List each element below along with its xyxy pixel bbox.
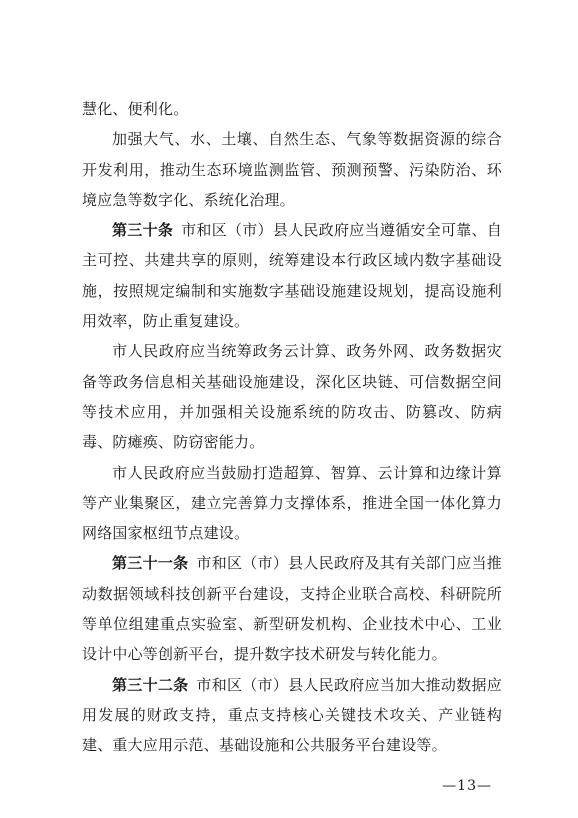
paragraph-text: 市和区（市）县人民政府应当遵循安全可靠、自主可控、共建共享的原则，统筹建设本行政区域内数字基础设施，按照规定编制和实施数字基础设施建设规划，提高设施利用效率，防止重复建设。 bbox=[82, 221, 502, 331]
paragraph-continuation bbox=[82, 94, 502, 124]
article-30 bbox=[82, 215, 502, 336]
paragraph-computing-power bbox=[82, 458, 502, 549]
paragraph-text: 市人民政府应当统筹政务云计算、政务外网、政务数据灾备等政务信息相关基础设施建设，深化区块链、可信数据空间等技术应用，并加强相关设施系统的防攻击、防篡改、防病毒、防瘫痪、防窃密能力。 bbox=[82, 342, 502, 452]
article-heading: 第三十一条 bbox=[112, 554, 189, 573]
paragraph-government-infrastructure bbox=[82, 336, 502, 457]
body-text bbox=[82, 94, 502, 761]
page-number: —13— bbox=[442, 778, 492, 794]
paragraph-text: 市和区（市）县人民政府应当加大推动数据应用发展的财政支持，重点支持核心关键技术攻关、产业链构建、重大应用示范、基础设施和公共服务平台建设等。 bbox=[82, 675, 502, 755]
paragraph-text: 慧化、便利化。 bbox=[82, 100, 189, 118]
paragraph-text: 市人民政府应当鼓励打造超算、智算、云计算和边缘计算等产业集聚区，建立完善算力支撑体系，推进全国一体化算力网络国家枢纽节点建设。 bbox=[82, 463, 502, 543]
article-32 bbox=[82, 670, 502, 761]
article-heading: 第三十条 bbox=[112, 221, 174, 240]
paragraph-environment-data bbox=[82, 124, 502, 215]
paragraph-text: 加强大气、水、土壤、自然生态、气象等数据资源的综合开发利用，推动生态环境监测监管、预测预警、污染防治、环境应急等数字化、系统化治理。 bbox=[82, 130, 502, 209]
article-31 bbox=[82, 548, 502, 669]
article-heading: 第三十二条 bbox=[112, 675, 189, 694]
paragraph-text: 市和区（市）县人民政府及其有关部门应当推动数据领域科技创新平台建设，支持企业联合高校、科研院所等单位组建重点实验室、新型研发机构、企业技术中心、工业设计中心等创新平台，提升数字技术研发与转化能力。 bbox=[82, 554, 502, 664]
